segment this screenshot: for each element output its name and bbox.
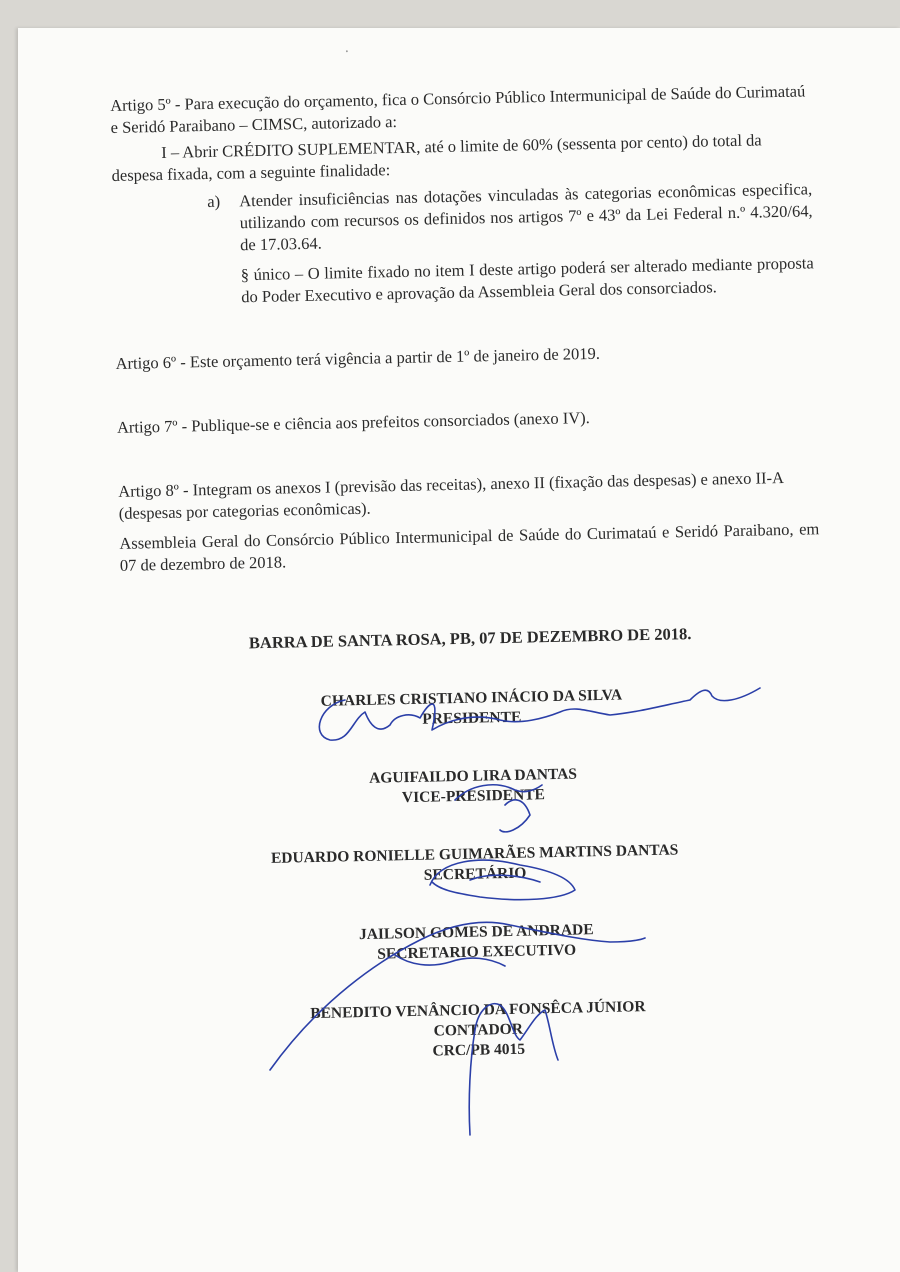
signatory-5 bbox=[178, 994, 779, 1067]
place-date: BARRA DE SANTA ROSA, PB, 07 DE DEZEMBRO DE 2018. bbox=[248, 624, 692, 653]
inciso-1: I – Abrir CRÉDITO SUPLEMENTAR, até o limite de 60% (sessenta por cento) do total da despesa fixada, com a seguinte finalidade: bbox=[111, 130, 762, 185]
article-5: Artigo 5º - Para execução do orçamento, fica o Consórcio Público Intermunicipal de Saúde do Curimataú e Seridó Paraibano – CIMSC, autorizado a: bbox=[110, 81, 806, 137]
article-6: Artigo 6º - Este orçamento terá vigência a partir de 1º de janeiro de 2019. bbox=[115, 343, 601, 373]
alinea-a bbox=[207, 178, 813, 257]
signature-block bbox=[170, 622, 779, 1066]
document-body bbox=[110, 80, 820, 577]
signatory-role: SECRETÁRIO bbox=[423, 864, 527, 884]
alinea-a-letter: a) bbox=[207, 191, 221, 211]
signatory-role: CONTADOR bbox=[433, 1020, 524, 1040]
signatory-4 bbox=[176, 916, 777, 969]
signatory-role: PRESIDENTE bbox=[422, 708, 522, 728]
signatory-1 bbox=[171, 682, 772, 735]
article-8: Artigo 8º - Integram os anexos I (previsão das receitas), anexo II (fixação das despesas) e anexo II-A (despesas por categorias econômicas). bbox=[118, 467, 784, 523]
alinea-a-text: Atender insuficiências nas dotações vinculadas às categorias econômicas especifica, utilizando com recursos os definidos nos artigos 7º e 43º da Lei Federal n.º 4.320/64, de 17.03.64. bbox=[239, 179, 813, 255]
signatory-role: SECRETARIO EXECUTIVO bbox=[377, 941, 577, 963]
article-7: Artigo 7º - Publique-se e ciência aos prefeitos consorciados (anexo IV). bbox=[116, 408, 590, 437]
signatory-3 bbox=[175, 838, 776, 891]
assembleia-closing: Assembleia Geral do Consórcio Público Intermunicipal de Saúde do Curimataú e Seridó Paraibano, em 07 de dezembro de 2018. bbox=[119, 519, 820, 575]
signatory-name: BENEDITO VENÂNCIO DA FONSÊCA JÚNIOR bbox=[310, 998, 646, 1023]
signatory-name: CHARLES CRISTIANO INÁCIO DA SILVA bbox=[320, 686, 623, 710]
signatory-name: EDUARDO RONIELLE GUIMARÃES MARTINS DANTAS bbox=[270, 841, 679, 867]
paragrafo-unico: § único – O limite fixado no item I deste artigo poderá ser alterado mediante proposta do Poder Executivo e aprovação da Assembleia Geral dos consorciados. bbox=[240, 253, 814, 307]
signatory-registration: CRC/PB 4015 bbox=[432, 1040, 526, 1060]
signatory-name: AGUIFAILDO LIRA DANTAS bbox=[368, 765, 578, 787]
signatory-2 bbox=[173, 760, 774, 813]
scan-dot-mark: ⸱ bbox=[345, 45, 349, 60]
signatory-role: VICE-PRESIDENTE bbox=[401, 786, 546, 807]
signatory-name: JAILSON GOMES DE ANDRADE bbox=[358, 921, 594, 944]
